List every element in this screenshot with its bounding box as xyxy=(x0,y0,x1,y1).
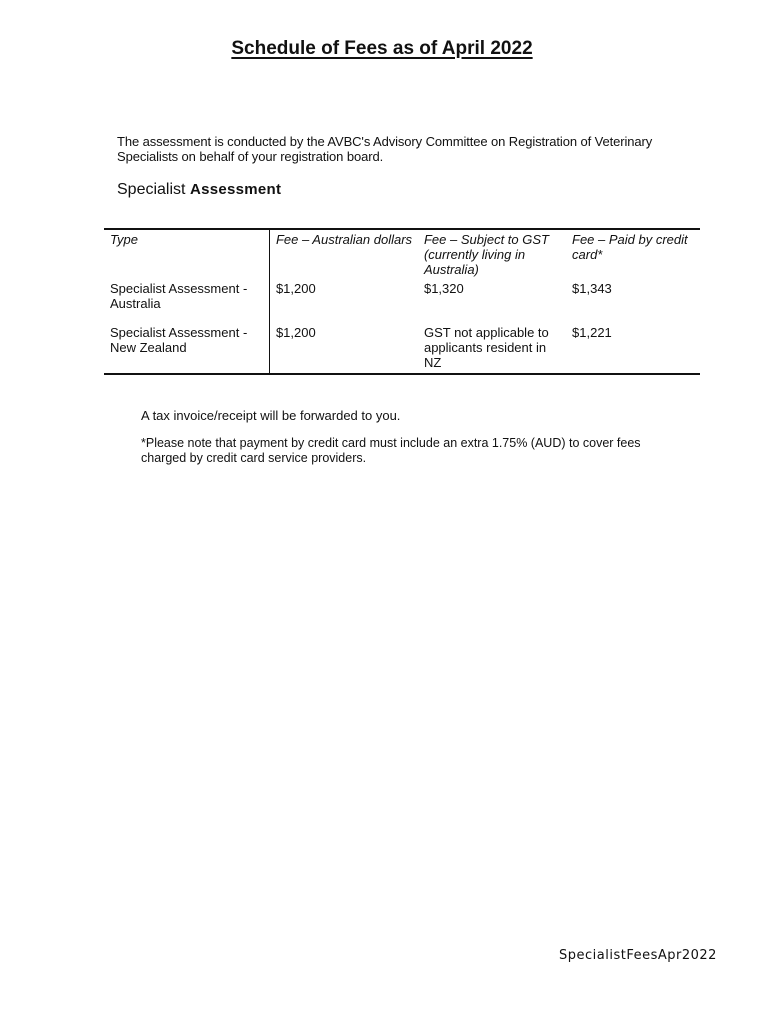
table-header-row xyxy=(104,229,700,279)
table-row xyxy=(104,279,700,313)
header-fee-aud: Fee – Australian dollars xyxy=(269,229,418,279)
cell-fee-aud: $1,200 xyxy=(269,313,418,374)
cell-type: Specialist Assessment - New Zealand xyxy=(104,313,269,374)
fee-table xyxy=(104,228,700,375)
cell-fee-credit-card: $1,221 xyxy=(566,313,700,374)
header-fee-credit-card: Fee – Paid by credit card* xyxy=(566,229,700,279)
page-title xyxy=(0,38,764,60)
section-heading-regular: Specialist xyxy=(117,181,186,198)
cell-fee-credit-card: $1,343 xyxy=(572,281,612,296)
receipt-note: A tax invoice/receipt will be forwarded to you. xyxy=(141,408,401,423)
credit-card-note: *Please note that payment by credit card must include an extra 1.75% (AUD) to cover fees charged by credit card service providers. xyxy=(141,436,641,465)
page-title-text: Schedule of Fees as of April 2022 xyxy=(231,38,533,59)
intro-paragraph: The assessment is conducted by the AVBC's Advisory Committee on Registration of Veterinary Specialists on behalf of your registration board. xyxy=(117,134,653,164)
header-fee-gst: Fee – Subject to GST (currently living in Australia) xyxy=(418,229,566,279)
header-type: Type xyxy=(104,229,269,279)
cell-fee-gst: GST not applicable to applicants resident in NZ xyxy=(418,313,566,374)
section-heading xyxy=(117,181,281,199)
footer-reference: SpecialistFeesApr2022 xyxy=(559,948,717,963)
cell-type: Specialist Assessment - Australia xyxy=(104,279,269,313)
cell-fee-gst: $1,320 xyxy=(423,281,464,296)
table-row xyxy=(104,313,700,374)
cell-fee-aud: $1,200 xyxy=(275,281,316,296)
section-heading-bold: Assessment xyxy=(189,181,282,198)
